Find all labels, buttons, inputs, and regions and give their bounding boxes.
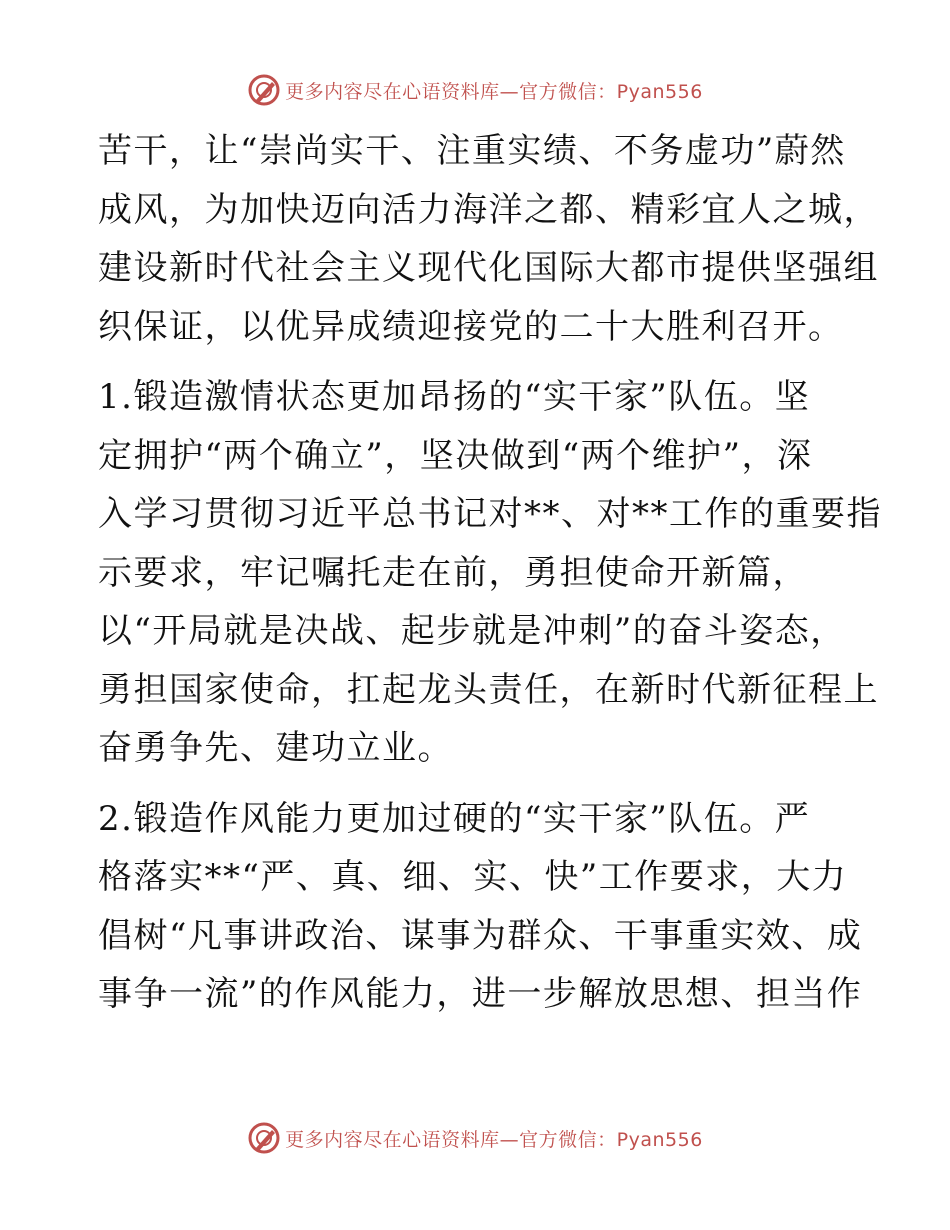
- footer-watermark-text: 更多内容尽在心语资料库—官方微信：Pyan556: [285, 1128, 703, 1151]
- text-line: 奋勇争先、建功立业。: [98, 728, 453, 768]
- text-line: 入学习贯彻习近平总书记对**、对**工作的重要指: [98, 494, 882, 534]
- text-line: 事争一流”的作风能力，进一步解放思想、担当作: [98, 974, 863, 1014]
- paragraph-intro: [98, 122, 879, 356]
- text-line: 2.锻造作风能力更加过硬的“实干家”队伍。严: [98, 798, 811, 839]
- red-ring-pen-logo-icon: [247, 73, 281, 107]
- text-line: 建设新时代社会主义现代化国际大都市提供坚强组: [98, 248, 879, 288]
- header-watermark-text: 更多内容尽在心语资料库—官方微信：Pyan556: [285, 80, 703, 103]
- paragraph-item-2: [98, 790, 863, 1024]
- text-line: 定拥护“两个确立”，坚决做到“两个维护”，深: [98, 435, 813, 476]
- text-line: 倡树“凡事讲政治、谋事为群众、干事重实效、成: [98, 915, 863, 956]
- text-line: 示要求，牢记嘱托走在前，勇担使命开新篇，: [98, 552, 808, 593]
- text-line: 织保证，以优异成绩迎接党的二十大胜利召开。: [98, 306, 844, 347]
- text-line: 成风，为加快迈向活力海洋之都、精彩宜人之城，: [98, 189, 879, 230]
- document-body: [98, 122, 882, 1024]
- text-line: 格落实**“严、真、细、实、快”工作要求，大力: [98, 857, 848, 897]
- paragraph-item-1: [98, 368, 882, 778]
- text-line: 苦干，让“崇尚实干、注重实绩、不务虚功”蔚然: [98, 131, 846, 171]
- text-line: 1.锻造激情状态更加昂扬的“实干家”队伍。坚: [98, 377, 811, 417]
- text-line: 勇担国家使命，扛起龙头责任，在新时代新征程上: [98, 669, 879, 710]
- text-line: 以“开局就是决战、起步就是冲刺”的奋斗姿态，: [98, 611, 846, 651]
- red-ring-pen-logo-icon: [247, 1121, 281, 1155]
- header-watermark: [0, 70, 950, 110]
- footer-watermark: [0, 1118, 950, 1158]
